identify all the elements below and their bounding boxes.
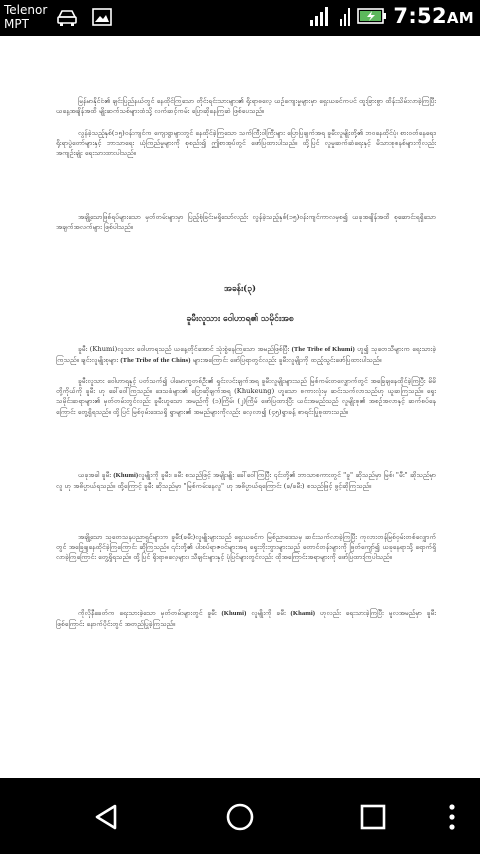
p4-text-a: ခူမီး (Khumi)လူသား ဝေါဟာရသည် ယနေ့တိုင်အောင် သုံးစွဲနေကြသော အမည်ဖြစ်ပြီး xyxy=(78,345,292,353)
back-triangle-icon xyxy=(93,803,121,831)
carrier-network: MPT xyxy=(4,17,29,31)
paragraph-7: အချို့သော သုတေသနပညာရှင်များက ခူမီး(ခမီး)လူမျိုးများသည် ရှေးယခင်က မြစ်ညာဒေသမှ ဆင်းသက်လာခဲ့ကြပြီး ကုလားတန်မြစ်ဝှမ်းတစ်လျှောက်တွင် အခြေချနေထိုင်ခဲ့ကြကြောင်း ဆိုကြသည်။ ၎င်းတို့၏ ပါးစပ်ရာဇဝင်များအရ ရှေးဘိုးဘွားများသည် တောင်တန်းများကို ဖြတ်ကျော်၍ ယခုနေရာသို့ ရောက်ရှိလာခဲ့ကြကြောင်း တွေ့ရှိရသည်။ ထို့ပြင် ရိုးရာဓလေ့များ၊ သီချင်းများနှင့် ပုံပြင်များတွင်လည်း ထိုအကြောင်းအရာများကို ဖော်ပြထားကြပါသည်။ xyxy=(56,533,436,562)
navigation-bar xyxy=(0,778,480,854)
battery-charging-icon xyxy=(357,7,387,25)
paragraph-2: လွန်ခဲ့သည့်နှစ်(၁၅)ဝန်းကျင်က ကျေးရွာများတွင် နေထိုင်ခဲ့ကြသော သက်ကြီးဝါကြီးများ ပြောပြချက်အရ ခူမီးလူမျိုးတို့၏ ဘဝနေထိုင်ပုံ၊ စားဝတ်နေရေး၊ ရိုးရာပွဲတော်များနှင့် ဘာသာရေး ယုံကြည်မှုများကို စုစည်း၍ ဤစာအုပ်တွင် ဖော်ပြထားပါသည်။ ထို့ပြင် လူမှုဆက်ဆံရေးနှင့် မိသားစုစနစ်များကိုလည်း အကျဉ်းချုံး ရေးသားထားပါသည်။ xyxy=(56,129,436,158)
p4-english-a: (The Tribe of Khumi) xyxy=(291,346,355,353)
p6-text-b: လူမျိုးကို ခူမီး၊ ခမီး စသည်ဖြင့် အမျိုးမျိုး ခေါ်ဝေါ်ကြပြီး ၎င်းတို့၏ ဘာသာစကားတွင် "ခူ" ဆိုသည်မှာ မြစ်၊ "မီး" ဆိုသည်မှာ လူ ဟု အဓိပ္ပာယ်ရသည်။ ထို့ကြောင့် ခူမီး ဆိုသည်မှာ "မြစ်ကမ်းနေလူ" ဟု အဓိပ္ပာယ်ရကြောင်း (ခ/ခမီး) စသည်ဖြင့် ဖွင့်ဆိုကြသည်။ xyxy=(56,471,436,491)
p8-text-c: ဟုလည်း ရေးသားခဲ့ကြပြီး မူလအမည်မှာ ခူမီး ဖြစ်ကြောင်း နောက်ပိုင်းတွင် အတည်ပြုခဲ့ကြသည်။ xyxy=(56,609,436,629)
p4-text-b: ဟူ၍ သုတေသီများက ရေးသားခဲ့ကြသည်။ ချင်းလူမျိုးစုများ xyxy=(56,345,436,365)
p8-english-a: (Khumi) xyxy=(221,610,247,617)
p8-text-a: ကိုလိုနီခေတ်က ရေးသားခဲ့သော မှတ်တမ်းများတွင် ခူမီး xyxy=(78,609,222,617)
signal-icon-secondary xyxy=(339,5,351,27)
signal-icon xyxy=(309,5,333,27)
paragraph-1: မြန်မာနိုင်ငံ၏ ချင်းပြည်နယ်တွင် နေထိုင်ကြသော တိုင်းရင်းသားများ၏ ရိုးရာဓလေ့ ယဉ်ကျေးမှုများမှာ ရှေးယခင်ကပင် ထူးခြားစွာ ထိန်းသိမ်းလာခဲ့ကြပြီး ယနေ့အချိန်အထိ မျိုးဆက်သစ်များထံသို့ လက်ဆင့်ကမ်း ပြောဆိုနေကြဆဲ ဖြစ်ပေသည်။ xyxy=(56,97,436,116)
p4-english-b: (The Tribe of the Chins) xyxy=(120,357,191,365)
status-bar xyxy=(0,0,480,36)
recents-button[interactable] xyxy=(356,800,390,834)
car-mode-icon xyxy=(56,8,78,28)
p8-text-b: လူမျိုးကို ခမီး xyxy=(246,609,291,617)
paragraph-6 xyxy=(56,470,436,491)
paragraph-3: အချို့သောဖြစ်ရပ်များသော မှတ်တမ်းများမှာ ပြည့်စုံခြင်းမရှိသော်လည်း လွန်ခဲ့သည့်နှစ်(၁၅)ဝန်းကျင်ကာလမှစ၍ ယခုအချိန်အထိ စုဆောင်းရရှိသော အချက်အလက်များ ဖြစ်ပါသည်။ xyxy=(56,213,436,232)
p4-text-c: များအကြောင်း ဖော်ပြရာတွင်လည်း ခူမီးလူမျိုးကို ထည့်သွင်းဖော်ပြထားပါသည်။ xyxy=(190,356,382,365)
p6-english: (Khumi) xyxy=(113,472,139,479)
more-vertical-icon xyxy=(448,803,456,831)
recents-square-icon xyxy=(359,803,387,831)
chapter-title: ခူမီးလူသား ဝေါဟာရ၏ သမိုင်းအစ xyxy=(186,314,294,324)
clock-ampm: AM xyxy=(446,9,474,27)
chapter-number: အခန်း(၃) xyxy=(224,284,256,294)
p6-text-a: ယခုအခါ ခူမီး xyxy=(78,471,114,479)
carrier-name: Telenor xyxy=(4,3,48,17)
overflow-menu-button[interactable] xyxy=(440,800,464,834)
paragraph-8 xyxy=(56,608,436,629)
document-page[interactable] xyxy=(0,36,480,778)
gallery-icon xyxy=(92,8,112,26)
home-circle-icon xyxy=(225,802,255,832)
paragraph-4 xyxy=(56,344,436,366)
back-button[interactable] xyxy=(90,800,124,834)
p8-english-b: (Khami) xyxy=(290,610,316,617)
clock-time: 7:52 xyxy=(393,4,447,28)
carrier-label xyxy=(4,3,47,31)
home-button[interactable] xyxy=(223,800,257,834)
paragraph-5: ခူမီးလူသား ဝေါဟာရနှင့် ပတ်သက်၍ ပါမောက္ခတစ်ဦး၏ ရှင်းလင်းချက်အရ ခူမီးလူမျိုးများသည် မြစ်ကမ်းတလျှောက်တွင် အခြေချနေထိုင်ခဲ့ကြပြီး မိမိတို့ကိုယ်ကို ခူမီး ဟု ခေါ်ဝေါ်ကြသည်။ ဒေသခံများ၏ ပြောဆိုချက်အရ (Khukeung) ဟူသော စကားလုံးမှ ဆင်းသက်လာသည်ဟု ယူဆကြသည်။ ရှေးသမိုင်းဆရာများ၏ မှတ်တမ်းတွင်လည်း ခူမီးဟူသော အမည်ကို (၁)ကြိမ်၊ (၂)ကြိမ် ဖော်ပြထားပြီး ယင်းအမည်သည် လူမျိုးစု၏ အစဉ်အလာနှင့် ဆက်စပ်နေကြောင်း တွေ့ရှိရသည်။ ထို့ပြင် မြစ်ဝှမ်းဒေသရှိ ရွာများ၏ အမည်များကိုလည်း လေ့လာ၍ (၄၅)ရွာခန့် စာရင်းပြုစုထားသည်။ xyxy=(56,377,436,416)
clock xyxy=(393,4,474,28)
